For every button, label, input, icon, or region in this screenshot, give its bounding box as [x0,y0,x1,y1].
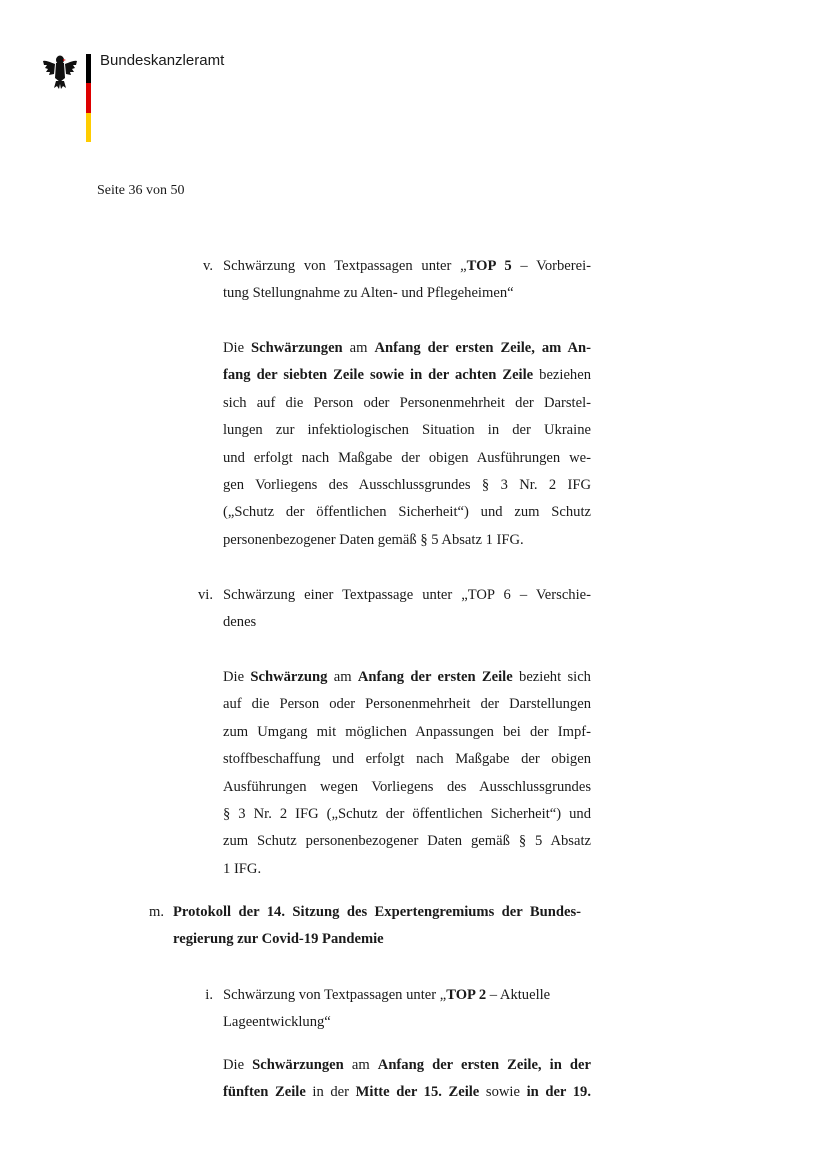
federal-eagle-icon [42,52,78,90]
text-line: regierung zur Covid-19 Pandemie [173,931,384,948]
german-flag-bar [86,54,91,142]
text-line: Die Schwärzungen am Anfang der ersten Zeile, in der [223,1057,591,1073]
page-number: Seite 36 von 50 [97,183,185,198]
text-line: Ausführungen wegen Vorliegens des Ausschlussgrundes [223,778,591,795]
flag-stripe-gold [86,113,91,142]
item-v-title [223,253,591,308]
item-vi-title [223,582,591,637]
text-line: („Schutz der öffentlichen Sicherheit“) und zum Schutz [223,504,591,521]
list-marker: v. [203,258,213,274]
text-line: personenbezogener Daten gemäß § 5 Absatz 1 IFG. [223,531,524,548]
list-marker: i. [205,987,213,1003]
text-line: und erfolgt nach Maßgabe der obigen Ausführungen we- [223,449,591,466]
item-vi-paragraph [223,664,591,883]
text-line: Schwärzung von Textpassagen unter „TOP 5 – Vorberei- [223,258,591,274]
text-line: fünften Zeile in der Mitte der 15. Zeile sowie in der 19. [223,1084,591,1101]
item-i-paragraph [223,1052,591,1107]
item-m-title [173,899,581,954]
text-line: fang der siebten Zeile sowie in der achten Zeile beziehen [223,367,591,384]
flag-stripe-black [86,54,91,83]
item-i-title [223,982,591,1037]
text-line: Schwärzung einer Textpassage unter „TOP 6 – Verschie- [223,587,591,603]
text-line: Die Schwärzungen am Anfang der ersten Zeile, am An- [223,340,591,356]
text-line: Lageentwicklung“ [223,1014,331,1031]
text-line: sich auf die Person oder Personenmehrheit der Darstel- [223,394,591,411]
text-line: 1 IFG. [223,860,262,877]
item-v-paragraph [223,335,591,554]
list-marker: m. [149,904,164,920]
organization-name: Bundeskanzleramt [100,52,225,69]
text-line: auf die Person oder Personenmehrheit der Darstellungen [223,696,591,713]
text-line: § 3 Nr. 2 IFG („Schutz der öffentlichen Sicherheit“) und [223,806,591,823]
text-line: stoffbeschaffung und erfolgt nach Maßgabe der obigen [223,751,591,768]
text-line: Schwärzung von Textpassagen unter „TOP 2 – Aktuelle [223,987,551,1003]
text-line: gen Vorliegens des Ausschlussgrundes § 3 Nr. 2 IFG [223,477,591,494]
text-line: denes [223,614,257,631]
text-line: Die Schwärzung am Anfang der ersten Zeile bezieht sich [223,669,591,685]
text-line: zum Umgang mit möglichen Anpassungen bei der Impf- [223,723,591,740]
list-marker: vi. [198,587,213,603]
text-line: lungen zur infektiologischen Situation in der Ukraine [223,422,591,439]
text-line: zum Schutz personenbezogener Daten gemäß § 5 Absatz [223,833,591,850]
text-line: Protokoll der 14. Sitzung des Expertengremiums der Bundes- [173,904,581,920]
text-line: tung Stellungnahme zu Alten- und Pflegeheimen“ [223,285,514,302]
flag-stripe-red [86,83,91,112]
